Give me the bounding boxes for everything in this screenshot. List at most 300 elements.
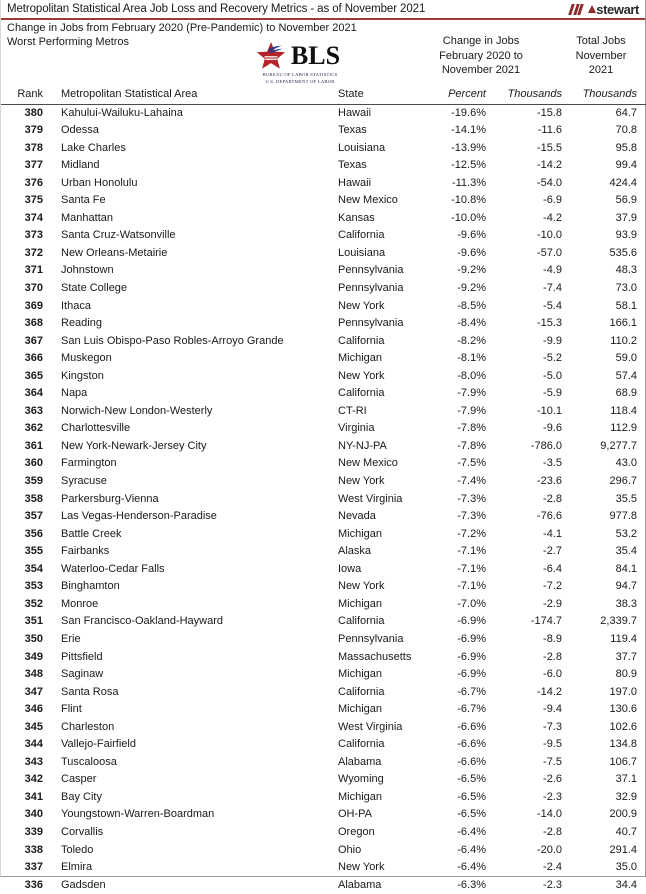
cell-thousands: -14.2 <box>536 159 562 172</box>
cell-state: Pennsylvania <box>338 282 404 295</box>
cell-percent: -8.2% <box>457 334 486 347</box>
cell-msa: Saginaw <box>61 668 104 681</box>
cell-msa: San Luis Obispo-Paso Robles-Arroyo Grande <box>61 334 284 347</box>
cell-thousands: -57.0 <box>536 246 562 259</box>
cell-total: 70.8 <box>615 124 637 137</box>
cell-state: Kansas <box>338 211 375 224</box>
cell-rank: 365 <box>24 369 43 382</box>
cell-rank: 344 <box>24 738 43 751</box>
cell-thousands: -5.2 <box>543 352 562 365</box>
cell-state: Hawaii <box>338 106 372 119</box>
column-header-percent: Percent <box>419 86 495 104</box>
cell-msa: San Francisco-Oakland-Hayward <box>61 615 224 628</box>
cell-percent: -7.1% <box>457 545 486 558</box>
cell-state: Michigan <box>338 703 383 716</box>
table-row <box>1 526 646 544</box>
table-row <box>1 350 646 368</box>
caret-icon <box>588 5 596 13</box>
cell-state: California <box>338 685 385 698</box>
table-row <box>1 613 646 631</box>
cell-state: Nevada <box>338 510 376 523</box>
cell-rank: 350 <box>24 632 43 645</box>
table-header <box>1 86 646 104</box>
cell-thousands: -2.6 <box>543 773 562 786</box>
cell-percent: -9.2% <box>457 282 486 295</box>
table-row <box>1 806 646 824</box>
cell-total: 535.6 <box>609 246 637 259</box>
group-header-total-jobs <box>561 34 641 78</box>
cell-rank: 374 <box>24 211 43 224</box>
cell-rank: 338 <box>24 843 43 856</box>
cell-thousands: -7.2 <box>543 580 562 593</box>
table-row <box>1 824 646 842</box>
cell-thousands: -2.3 <box>543 790 562 803</box>
cell-total: 84.1 <box>615 562 637 575</box>
cell-rank: 352 <box>24 597 43 610</box>
cell-total: 93.9 <box>615 229 637 242</box>
cell-thousands: -6.4 <box>543 562 562 575</box>
cell-rank: 370 <box>24 282 43 295</box>
table-row <box>1 385 646 403</box>
table-row <box>1 596 646 614</box>
table-row <box>1 508 646 526</box>
cell-rank: 363 <box>24 404 43 417</box>
cell-thousands: -174.7 <box>530 615 562 628</box>
table-row <box>1 245 646 263</box>
cell-thousands: -2.7 <box>543 545 562 558</box>
table-row <box>1 789 646 807</box>
table-row <box>1 403 646 421</box>
table-row <box>1 877 646 894</box>
cell-total: 166.1 <box>609 317 637 330</box>
cell-msa: Ithaca <box>61 299 91 312</box>
table-row <box>1 543 646 561</box>
cell-percent: -6.7% <box>457 703 486 716</box>
cell-thousands: -10.1 <box>536 404 562 417</box>
table-row <box>1 104 646 122</box>
cell-percent: -6.6% <box>457 738 486 751</box>
column-header-rank: Rank <box>1 86 51 104</box>
cell-percent: -7.1% <box>457 580 486 593</box>
cell-msa: Bay City <box>61 790 102 803</box>
cell-msa: Toledo <box>61 843 94 856</box>
cell-total: 35.5 <box>615 492 637 505</box>
cell-total: 43.0 <box>615 457 637 470</box>
table-row <box>1 157 646 175</box>
table-row <box>1 438 646 456</box>
cell-msa: Youngstown-Warren-Boardman <box>61 808 215 821</box>
cell-percent: -14.1% <box>451 124 486 137</box>
cell-msa: Muskegon <box>61 352 112 365</box>
cell-msa: Parkersburg-Vienna <box>61 492 159 505</box>
cell-state: New York <box>338 299 385 312</box>
cell-percent: -8.1% <box>457 352 486 365</box>
cell-total: 2,339.7 <box>600 615 637 628</box>
cell-state: Hawaii <box>338 176 372 189</box>
cell-rank: 348 <box>24 668 43 681</box>
cell-thousands: -2.8 <box>543 825 562 838</box>
cell-msa: Casper <box>61 773 97 786</box>
cell-percent: -10.8% <box>451 194 486 207</box>
cell-total: 38.3 <box>615 597 637 610</box>
group-header-total-line-3: 2021 <box>588 64 614 76</box>
cell-msa: New York-Newark-Jersey City <box>61 439 207 452</box>
cell-rank: 368 <box>24 317 43 330</box>
cell-msa: Syracuse <box>61 475 107 488</box>
cell-percent: -8.5% <box>457 299 486 312</box>
cell-total: 977.8 <box>609 510 637 523</box>
cell-state: Michigan <box>338 790 383 803</box>
cell-total: 110.2 <box>610 334 637 347</box>
cell-thousands: -9.5 <box>543 738 562 751</box>
bls-star-icon <box>254 41 288 71</box>
cell-rank: 353 <box>24 580 43 593</box>
cell-state: Virginia <box>338 422 375 435</box>
table-row <box>1 227 646 245</box>
cell-state: Wyoming <box>338 773 384 786</box>
cell-total: 64.7 <box>615 106 637 119</box>
cell-total: 80.9 <box>615 668 637 681</box>
cell-rank: 342 <box>24 773 43 786</box>
cell-state: Pennsylvania <box>338 317 404 330</box>
cell-rank: 360 <box>24 457 43 470</box>
cell-total: 200.9 <box>609 808 637 821</box>
cell-thousands: -6.9 <box>543 194 562 207</box>
cell-state: Michigan <box>338 668 383 681</box>
cell-thousands: -2.9 <box>543 597 562 610</box>
cell-state: Pennsylvania <box>338 632 404 645</box>
cell-total: 56.9 <box>615 194 637 207</box>
table-row <box>1 122 646 140</box>
cell-total: 94.7 <box>615 580 637 593</box>
cell-msa: Midland <box>61 159 100 172</box>
cell-thousands: -2.8 <box>543 492 562 505</box>
cell-rank: 341 <box>24 790 43 803</box>
table-row <box>1 262 646 280</box>
bls-fine-print-2: U.S. DEPARTMENT OF LABOR <box>265 79 335 84</box>
cell-total: 40.7 <box>615 825 637 838</box>
cell-state: California <box>338 738 385 751</box>
cell-state: Alaska <box>338 545 372 558</box>
cell-total: 112.9 <box>610 422 637 435</box>
cell-thousands: -15.5 <box>536 141 562 154</box>
stewart-wordmark: stewart <box>596 1 639 17</box>
cell-msa: Odessa <box>61 124 99 137</box>
cell-total: 134.8 <box>609 738 637 751</box>
cell-msa: Farmington <box>61 457 117 470</box>
cell-rank: 345 <box>24 720 43 733</box>
column-header-total-thousands: Thousands <box>571 86 646 104</box>
cell-total: 291.4 <box>609 843 637 856</box>
cell-total: 197.0 <box>609 685 637 698</box>
cell-rank: 351 <box>24 615 43 628</box>
cell-percent: -6.9% <box>457 650 486 663</box>
cell-total: 35.4 <box>615 545 637 558</box>
table-row <box>1 491 646 509</box>
bls-wordmark: BLS <box>290 41 341 70</box>
table-row <box>1 578 646 596</box>
cell-state: NY-NJ-PA <box>338 439 387 452</box>
table-row <box>1 736 646 754</box>
slashes-icon <box>570 4 587 15</box>
cell-msa: Charleston <box>61 720 115 733</box>
cell-rank: 378 <box>24 141 43 154</box>
cell-msa: Napa <box>61 387 88 400</box>
cell-rank: 349 <box>24 650 43 663</box>
cell-total: 106.7 <box>609 755 637 768</box>
table-body <box>1 104 646 894</box>
cell-total: 59.0 <box>615 352 637 365</box>
cell-thousands: -7.3 <box>543 720 562 733</box>
cell-total: 73.0 <box>615 282 637 295</box>
cell-percent: -7.8% <box>457 422 486 435</box>
cell-rank: 356 <box>24 527 43 540</box>
cell-state: Ohio <box>338 843 362 856</box>
cell-thousands: -8.9 <box>543 632 562 645</box>
cell-state: Oregon <box>338 825 375 838</box>
cell-percent: -6.6% <box>457 755 486 768</box>
cell-total: 99.4 <box>615 159 637 172</box>
cell-percent: -6.5% <box>457 773 486 786</box>
cell-state: Texas <box>338 124 367 137</box>
cell-total: 58.1 <box>615 299 637 312</box>
cell-rank: 340 <box>24 808 43 821</box>
cell-thousands: -5.9 <box>543 387 562 400</box>
cell-thousands: -6.0 <box>543 668 562 681</box>
cell-percent: -7.4% <box>457 475 486 488</box>
cell-msa: Norwich-New London-Westerly <box>61 404 213 417</box>
cell-rank: 337 <box>24 861 43 874</box>
cell-percent: -7.3% <box>457 492 486 505</box>
cell-total: 68.9 <box>615 387 637 400</box>
cell-percent: -6.3% <box>457 878 486 891</box>
cell-percent: -12.5% <box>451 159 486 172</box>
cell-state: West Virginia <box>338 492 403 505</box>
cell-state: New York <box>338 861 385 874</box>
cell-thousands: -7.5 <box>543 755 562 768</box>
cell-state: New York <box>338 475 385 488</box>
cell-percent: -7.5% <box>457 457 486 470</box>
cell-thousands: -786.0 <box>530 439 562 452</box>
cell-state: Michigan <box>338 597 383 610</box>
cell-msa: Santa Cruz-Watsonville <box>61 229 176 242</box>
cell-thousands: -23.6 <box>536 475 562 488</box>
table-row <box>1 684 646 702</box>
cell-total: 37.1 <box>615 773 637 786</box>
cell-rank: 377 <box>24 159 43 172</box>
cell-msa: Las Vegas-Henderson-Paradise <box>61 510 217 523</box>
cell-percent: -9.6% <box>457 246 486 259</box>
cell-state: California <box>338 229 385 242</box>
cell-rank: 380 <box>24 106 43 119</box>
table-row <box>1 140 646 158</box>
cell-thousands: -2.4 <box>543 861 562 874</box>
cell-total: 53.2 <box>615 527 637 540</box>
cell-total: 34.4 <box>615 878 637 891</box>
cell-percent: -7.8% <box>457 439 486 452</box>
cell-msa: Monroe <box>61 597 99 610</box>
cell-msa: Reading <box>61 317 102 330</box>
table-row <box>1 719 646 737</box>
column-header-thousands: Thousands <box>495 86 571 104</box>
cell-total: 102.6 <box>609 720 637 733</box>
cell-total: 9,277.7 <box>600 439 637 452</box>
cell-rank: 375 <box>24 194 43 207</box>
cell-percent: -7.9% <box>457 404 486 417</box>
cell-state: Michigan <box>338 527 383 540</box>
table-row <box>1 666 646 684</box>
table-row <box>1 298 646 316</box>
cell-thousands: -9.6 <box>543 422 562 435</box>
cell-msa: Vallejo-Fairfield <box>61 738 136 751</box>
cell-thousands: -9.9 <box>543 334 562 347</box>
cell-thousands: -4.9 <box>543 264 562 277</box>
cell-percent: -6.7% <box>457 685 486 698</box>
column-header-state: State <box>332 86 419 104</box>
cell-percent: -7.0% <box>457 597 486 610</box>
cell-rank: 372 <box>24 246 43 259</box>
cell-msa: Lake Charles <box>61 141 126 154</box>
cell-thousands: -9.4 <box>543 703 562 716</box>
cell-total: 37.9 <box>615 211 637 224</box>
cell-total: 424.4 <box>609 176 637 189</box>
cell-percent: -6.4% <box>457 843 486 856</box>
cell-rank: 362 <box>24 422 43 435</box>
cell-percent: -8.4% <box>457 317 486 330</box>
cell-state: Pennsylvania <box>338 264 404 277</box>
cell-thousands: -7.4 <box>543 282 562 295</box>
cell-rank: 339 <box>24 825 43 838</box>
group-header-change-line-2: February 2020 to <box>439 49 523 62</box>
cell-thousands: -11.6 <box>537 124 562 137</box>
cell-total: 32.9 <box>615 790 637 803</box>
cell-rank: 367 <box>24 334 43 347</box>
cell-msa: Erie <box>61 632 81 645</box>
cell-percent: -10.0% <box>451 211 486 224</box>
subtitle-line-1: Change in Jobs from February 2020 (Pre-Pandemic) to November 2021 <box>7 22 357 34</box>
table-row <box>1 859 646 877</box>
cell-total: 130.6 <box>609 703 637 716</box>
table-row <box>1 631 646 649</box>
cell-msa: Corvallis <box>61 825 104 838</box>
cell-thousands: -10.0 <box>536 229 562 242</box>
table-row <box>1 368 646 386</box>
table-row <box>1 561 646 579</box>
cell-total: 37.7 <box>615 650 637 663</box>
cell-percent: -7.1% <box>457 562 486 575</box>
cell-state: Alabama <box>338 878 382 891</box>
cell-percent: -6.9% <box>457 615 486 628</box>
table-row <box>1 455 646 473</box>
cell-thousands: -54.0 <box>536 176 562 189</box>
table-row <box>1 649 646 667</box>
cell-state: California <box>338 615 385 628</box>
group-header-total-line-2: November <box>575 49 627 62</box>
title-bar <box>1 0 645 20</box>
cell-rank: 379 <box>24 124 43 137</box>
bls-logo <box>241 41 353 85</box>
cell-rank: 357 <box>24 510 43 523</box>
group-header-change-line-3: November 2021 <box>441 64 521 76</box>
subtitle-line-2: Worst Performing Metros <box>7 35 130 48</box>
cell-percent: -6.5% <box>457 790 486 803</box>
cell-percent: -6.9% <box>457 632 486 645</box>
cell-thousands: -2.3 <box>543 878 562 891</box>
table-header-row <box>1 86 646 104</box>
cell-msa: Manhattan <box>61 211 113 224</box>
cell-percent: -9.6% <box>457 229 486 242</box>
cell-total: 95.8 <box>615 141 637 154</box>
cell-thousands: -14.2 <box>536 685 562 698</box>
cell-percent: -6.5% <box>457 808 486 821</box>
cell-msa: Fairbanks <box>61 545 110 558</box>
cell-msa: Tuscaloosa <box>61 755 117 768</box>
cell-thousands: -3.5 <box>543 457 562 470</box>
cell-thousands: -5.0 <box>543 369 562 382</box>
cell-msa: Gadsden <box>61 878 106 891</box>
page-title: Metropolitan Statistical Area Job Loss and Recovery Metrics - as of November 2021 <box>7 3 426 15</box>
cell-rank: 346 <box>24 703 43 716</box>
cell-state: Texas <box>338 159 367 172</box>
cell-rank: 361 <box>24 439 43 452</box>
cell-percent: -7.9% <box>457 387 486 400</box>
cell-msa: State College <box>61 282 128 295</box>
cell-total: 296.7 <box>609 475 637 488</box>
cell-rank: 354 <box>24 562 43 575</box>
cell-rank: 366 <box>24 352 43 365</box>
cell-percent: -7.2% <box>457 527 486 540</box>
table-row <box>1 333 646 351</box>
cell-percent: -13.9% <box>451 141 486 154</box>
column-header-msa: Metropolitan Statistical Area <box>51 86 332 104</box>
cell-state: OH-PA <box>338 808 373 821</box>
cell-percent: -6.6% <box>457 720 486 733</box>
stewart-logo <box>570 2 639 17</box>
metro-job-loss-table <box>1 86 646 894</box>
cell-msa: Waterloo-Cedar Falls <box>61 562 165 575</box>
cell-rank: 371 <box>24 264 43 277</box>
cell-thousands: -20.0 <box>536 843 562 856</box>
cell-state: Michigan <box>338 352 383 365</box>
cell-rank: 369 <box>24 299 43 312</box>
cell-rank: 343 <box>24 755 43 768</box>
table-row <box>1 771 646 789</box>
cell-percent: -6.9% <box>457 668 486 681</box>
cell-percent: -6.4% <box>457 825 486 838</box>
cell-thousands: -14.0 <box>536 808 562 821</box>
cell-rank: 359 <box>24 475 43 488</box>
cell-msa: Urban Honolulu <box>61 176 138 189</box>
cell-state: CT-RI <box>338 404 367 417</box>
cell-rank: 347 <box>24 685 43 698</box>
cell-msa: Kingston <box>61 369 104 382</box>
cell-state: New Mexico <box>338 457 398 470</box>
cell-total: 118.4 <box>610 404 637 417</box>
cell-state: Iowa <box>338 562 362 575</box>
table-row <box>1 175 646 193</box>
cell-total: 35.0 <box>615 861 637 874</box>
cell-state: New York <box>338 369 385 382</box>
cell-state: Massachusetts <box>338 650 412 663</box>
group-header-change-line-1: Change in Jobs <box>442 35 520 47</box>
bls-logo-row <box>241 41 353 71</box>
cell-msa: Kahului-Wailuku-Lahaina <box>61 106 183 119</box>
cell-msa: Johnstown <box>61 264 114 277</box>
cell-msa: Santa Rosa <box>61 685 119 698</box>
cell-percent: -9.2% <box>457 264 486 277</box>
cell-state: New Mexico <box>338 194 398 207</box>
cell-msa: New Orleans-Metairie <box>61 246 168 259</box>
